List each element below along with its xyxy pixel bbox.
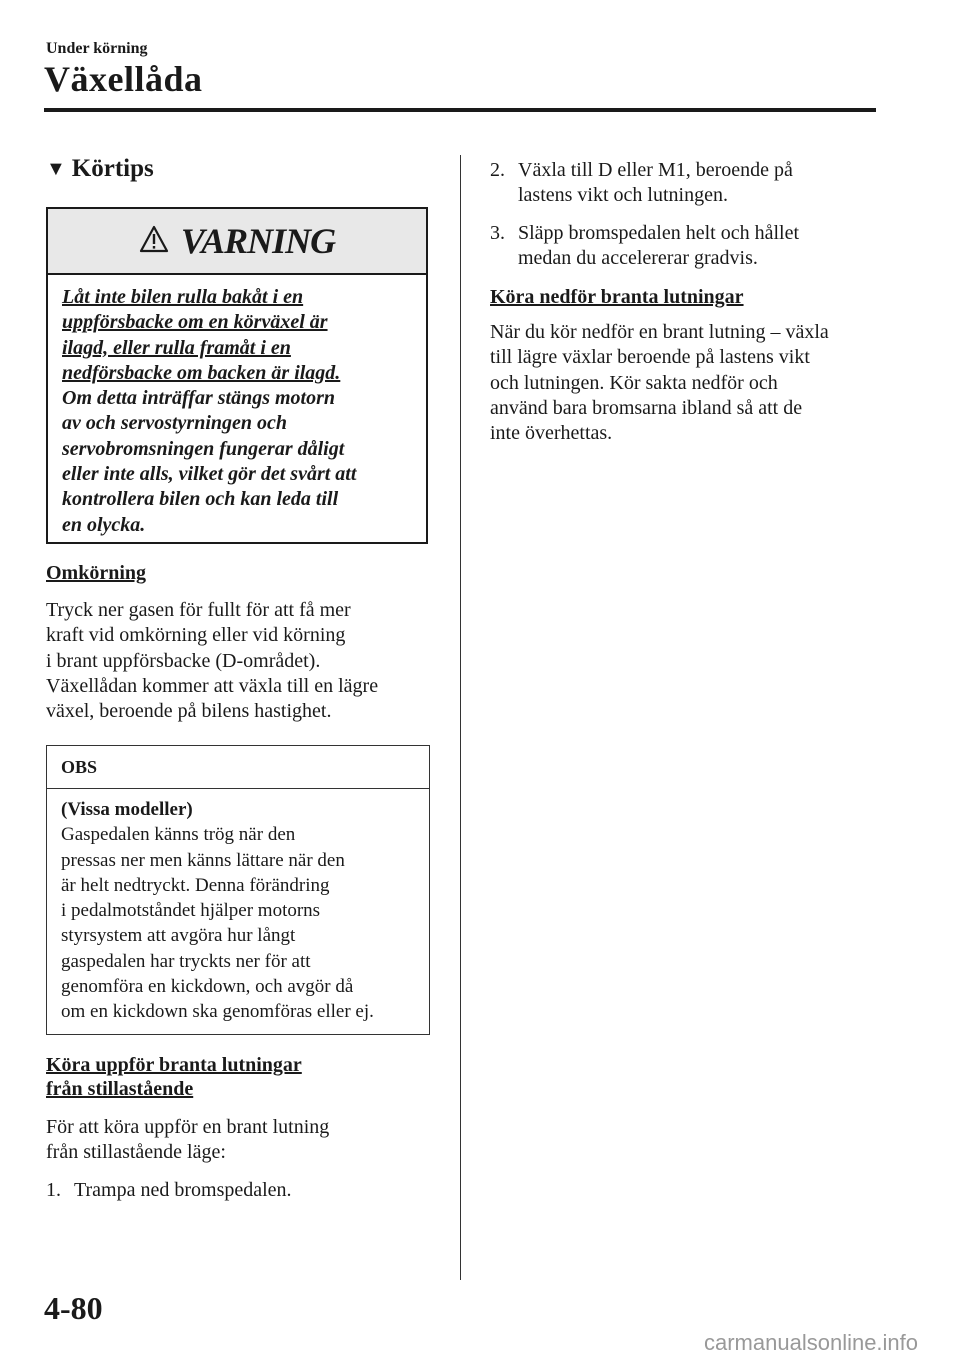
- note-line: om en kickdown ska genomföras eller ej.: [61, 1001, 374, 1023]
- triangle-down-icon: ▼: [46, 157, 66, 180]
- list-number: 3.: [490, 222, 505, 244]
- note-line: pressas ner men känns lättare när den: [61, 849, 345, 871]
- text-line: För att köra uppför en brant lutning: [46, 1116, 330, 1138]
- note-subtitle: (Vissa modeller): [61, 799, 193, 820]
- text-line: växel, beroende på bilens hastighet.: [46, 700, 332, 723]
- overtaking-text: [46, 598, 378, 724]
- list-line: medan du accelererar gradvis.: [518, 247, 758, 270]
- uphill-title: [46, 1053, 302, 1101]
- text-line: från stillastående läge:: [46, 1141, 226, 1164]
- uphill-intro: [46, 1115, 329, 1166]
- uphill-title-line: Köra uppför branta lutningar: [46, 1054, 302, 1076]
- list-text: [518, 221, 799, 272]
- section-heading: [46, 155, 154, 183]
- note-line: är helt nedtryckt. Denna förändring: [61, 874, 330, 896]
- note-line: Gaspedalen känns trög när den: [61, 824, 296, 846]
- warning-line: eller inte alls, vilket gör det svårt att: [62, 463, 357, 486]
- list-text: [518, 158, 793, 209]
- warning-body: [48, 275, 426, 538]
- warning-line: en olycka.: [62, 513, 146, 536]
- downhill-title: Köra nedför branta lutningar: [490, 286, 744, 308]
- warning-triangle-icon: [139, 225, 169, 258]
- note-line: gaspedalen har tryckts ner för att: [61, 950, 311, 972]
- warning-line: servobromsningen fungerar dåligt: [62, 437, 345, 460]
- list-number: 1.: [46, 1179, 61, 1201]
- list-item: [46, 1178, 292, 1203]
- warning-line: av och servostyrningen och: [62, 412, 287, 435]
- list-text: Trampa ned bromspedalen.: [74, 1179, 292, 1201]
- downhill-text: [490, 320, 829, 446]
- list-item: [490, 158, 793, 209]
- note-line: styrsystem att avgöra hur långt: [61, 925, 296, 947]
- text-line: Tryck ner gasen för fullt för att få mer: [46, 599, 351, 621]
- text-line: till lägre växlar beroende på lastens vikt: [490, 346, 810, 369]
- text-line: i brant uppförsbacke (D-området).: [46, 649, 321, 672]
- note-line: genomföra en kickdown, och avgör då: [61, 976, 354, 998]
- text-line: använd bara bromsarna ibland så att de: [490, 396, 803, 419]
- title-divider: [44, 108, 876, 112]
- warning-title: VARNING: [180, 221, 336, 261]
- note-label: OBS: [47, 746, 429, 789]
- section-heading-text: Körtips: [71, 155, 154, 182]
- watermark: carmanualsonline.info: [704, 1330, 919, 1355]
- text-line: kraft vid omkörning eller vid körning: [46, 624, 346, 647]
- uphill-title-line: från stillastående: [46, 1078, 194, 1100]
- warning-line: kontrollera bilen och kan leda till: [62, 488, 339, 511]
- note-body: [47, 789, 429, 1025]
- warning-line: uppförsbacke om en körväxel är: [62, 311, 328, 334]
- warning-line: nedförsbacke om backen är ilagd.: [62, 361, 341, 384]
- page-title: Växellåda: [44, 59, 203, 99]
- list-item: [490, 221, 799, 272]
- note-box: [46, 745, 430, 1035]
- warning-header: [48, 209, 426, 275]
- note-line: i pedalmotståndet hjälper motorns: [61, 900, 321, 922]
- list-number: 2.: [490, 159, 505, 181]
- text-line: Växellådan kommer att växla till en lägre: [46, 674, 379, 697]
- text-line: inte överhettas.: [490, 422, 613, 445]
- warning-line: Om detta inträffar stängs motorn: [62, 387, 336, 410]
- warning-box: [46, 207, 428, 544]
- warning-line: ilagd, eller rulla framåt i en: [62, 336, 291, 359]
- list-line: Växla till D eller M1, beroende på: [518, 159, 793, 181]
- overtaking-title: Omkörning: [46, 562, 147, 584]
- text-line: När du kör nedför en brant lutning – växla: [490, 321, 829, 343]
- page-number: 4-80: [44, 1290, 103, 1326]
- section-label: Under körning: [46, 40, 148, 57]
- list-line: lastens vikt och lutningen.: [518, 184, 728, 207]
- warning-line: Låt inte bilen rulla bakåt i en: [62, 286, 304, 308]
- column-divider: [460, 155, 461, 1280]
- list-line: Släpp bromspedalen helt och hållet: [518, 222, 800, 244]
- text-line: och lutningen. Kör sakta nedför och: [490, 371, 778, 394]
